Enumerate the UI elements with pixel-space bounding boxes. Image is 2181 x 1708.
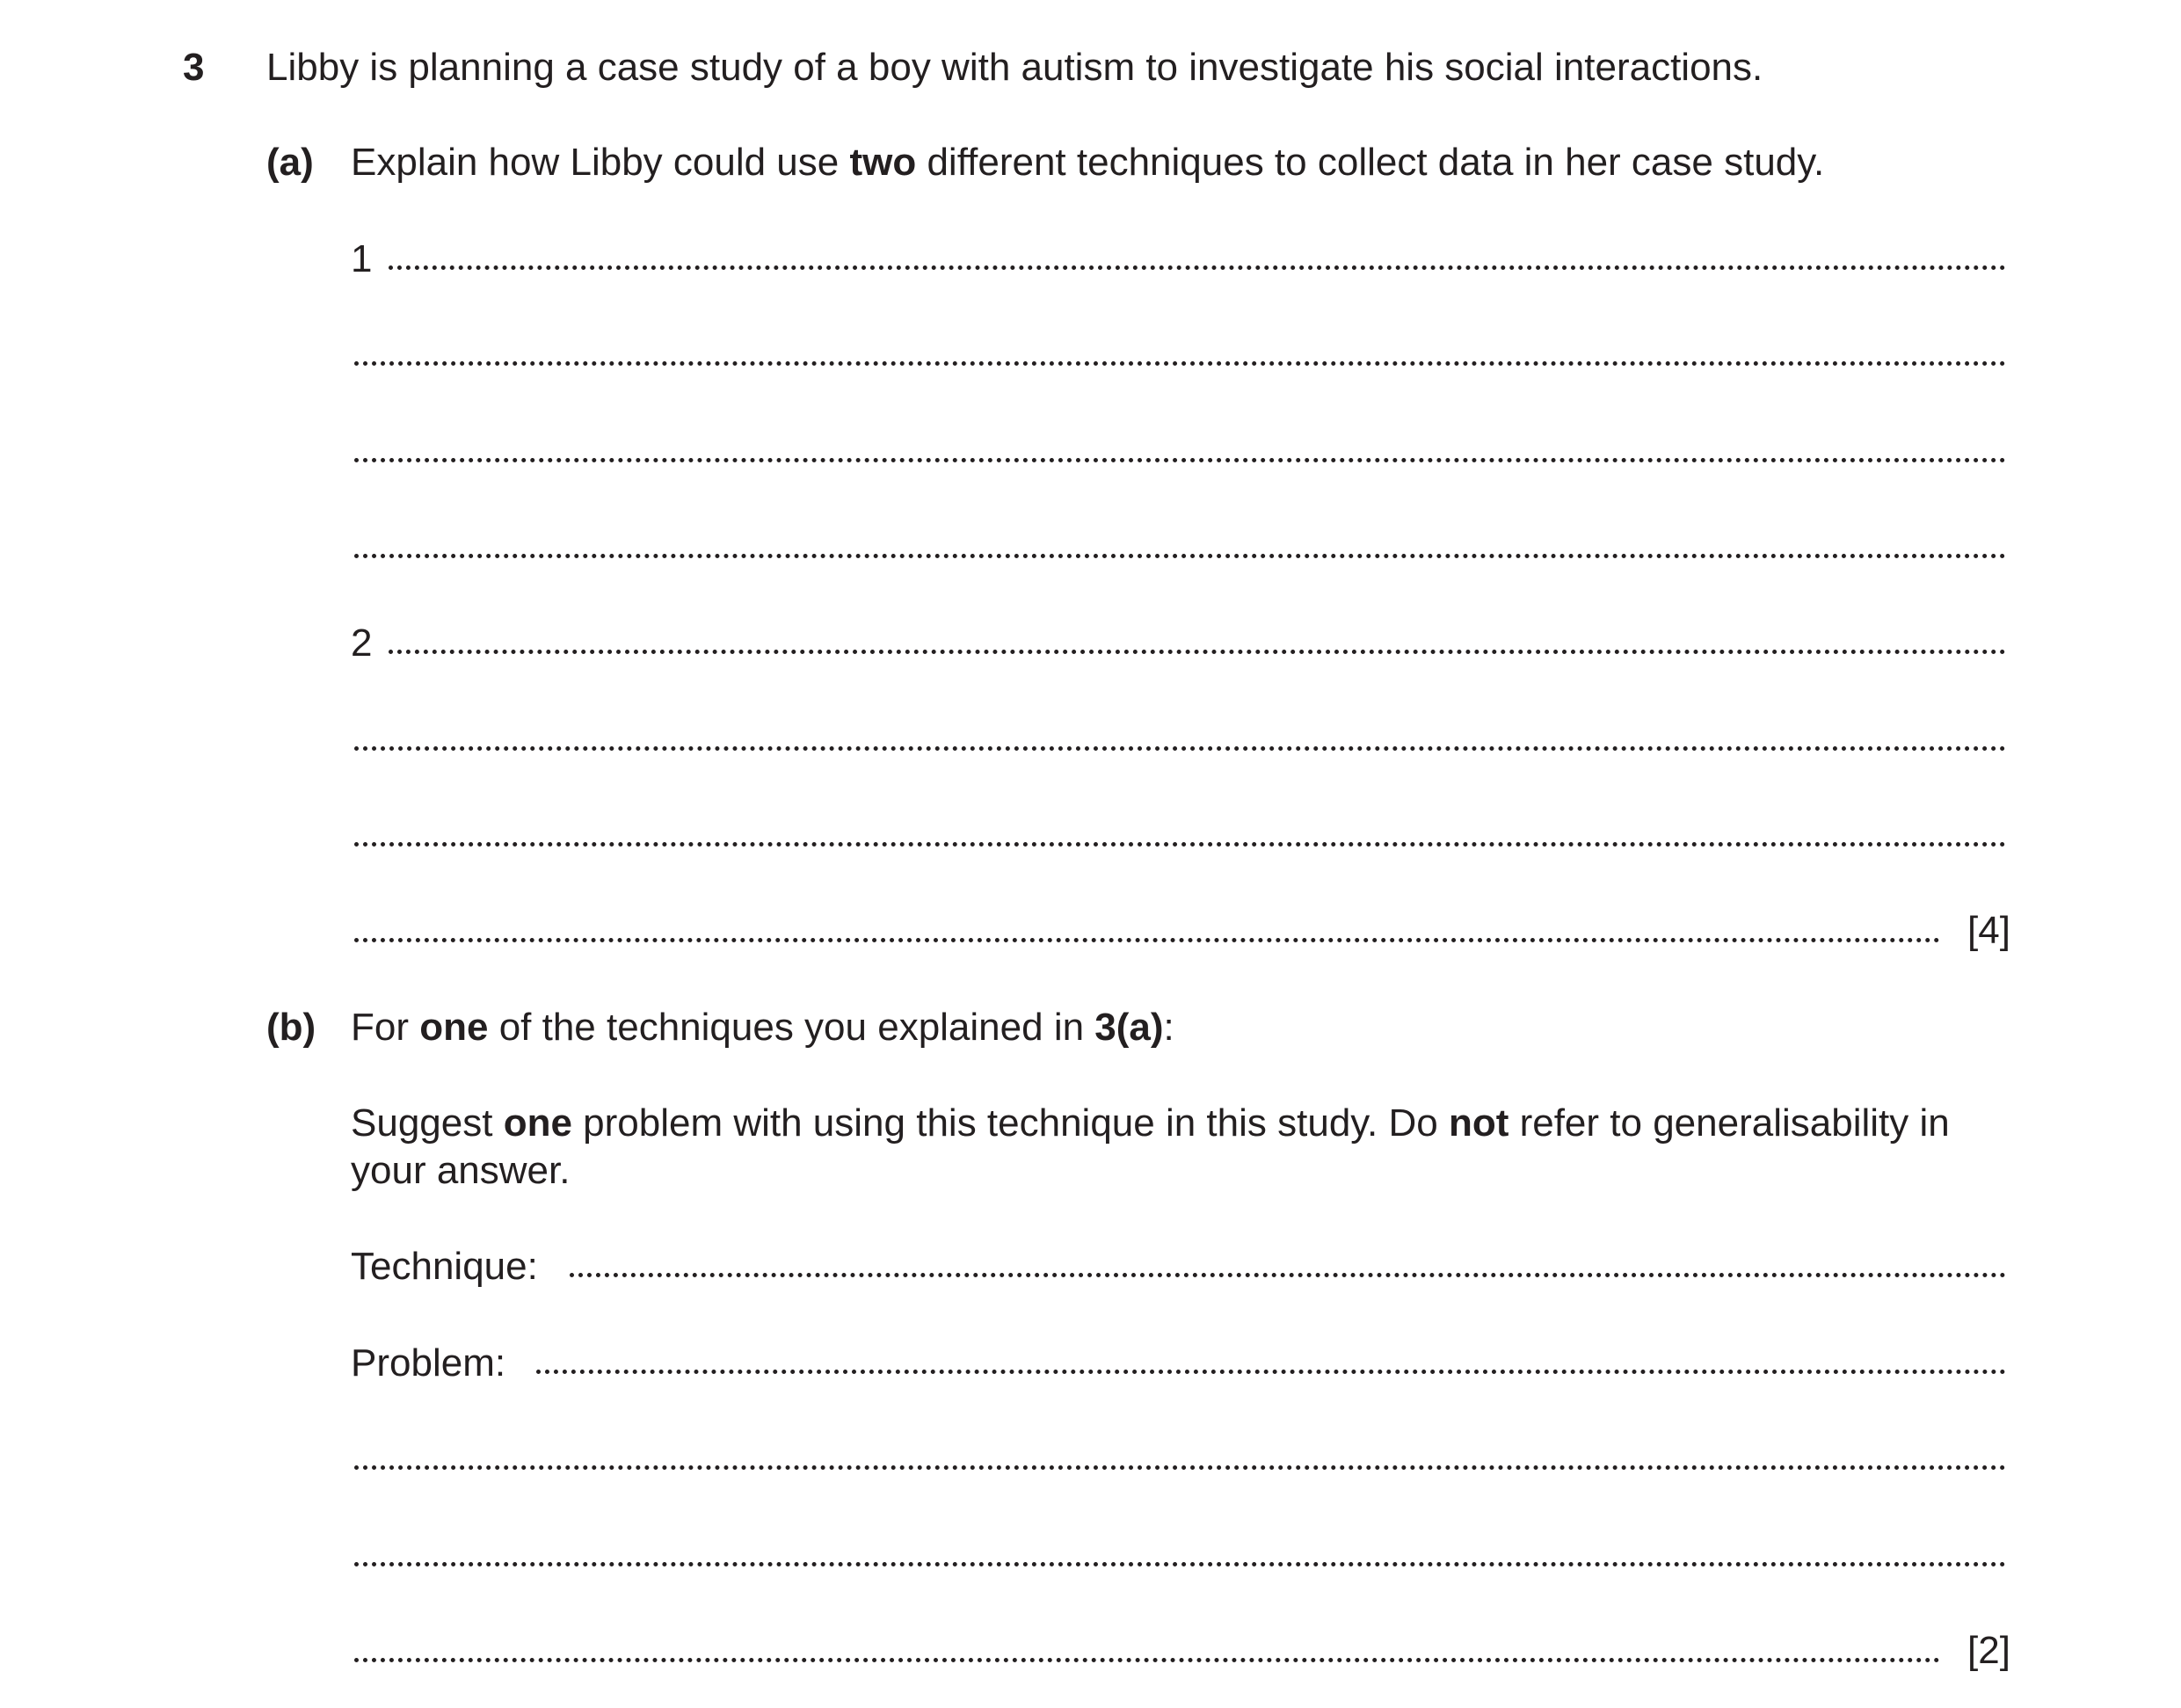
part-b-suggest-text-2: problem with using this technique in this study. Do (571, 1101, 1449, 1145)
part-b-marks: [2] (1967, 1629, 2010, 1672)
part-a-marks: [4] (1967, 909, 2010, 952)
problem-label: Problem: (351, 1341, 506, 1385)
part-a-label: (a) (266, 141, 314, 184)
answer-line-a-5[interactable] (389, 650, 2006, 654)
question-stem: Libby is planning a case study of a boy with autism to investigate his social interactions. (266, 46, 1763, 89)
answer-line-a-4[interactable] (354, 554, 2006, 558)
answer-line-problem-4[interactable] (354, 1658, 1940, 1662)
part-b-suggest-bold-1: one (503, 1101, 572, 1145)
part-a-prompt-text-1: Explain how Libby could use (351, 141, 850, 184)
part-b-intro-text-2: of the techniques you explained in (488, 1006, 1095, 1049)
part-b-suggest-text-3: refer to generalisability in (1509, 1101, 1950, 1145)
part-b-suggest-bold-2: not (1448, 1101, 1509, 1145)
part-b-intro-text-1: For (351, 1006, 420, 1049)
answer-line-problem-2[interactable] (354, 1465, 2006, 1470)
part-b-intro-bold-1: one (419, 1006, 489, 1049)
part-b-intro-text-3: : (1163, 1006, 1174, 1049)
answer-line-a-2[interactable] (354, 361, 2006, 366)
answer-line-a-6[interactable] (354, 746, 2006, 751)
part-a-prompt (351, 143, 1824, 182)
answer-line-problem-3[interactable] (354, 1562, 2006, 1566)
part-b-suggest-text-1: Suggest (351, 1101, 504, 1145)
answer-line-a-8[interactable] (354, 938, 1940, 942)
answer-line-technique[interactable] (570, 1273, 2006, 1277)
part-b-intro (351, 1008, 1174, 1047)
part-b-intro-bold-2: 3(a) (1094, 1006, 1164, 1049)
answer-item-2-label: 2 (351, 621, 373, 665)
part-a-prompt-bold: two (849, 141, 917, 184)
answer-line-problem-1[interactable] (536, 1370, 2006, 1374)
answer-line-a-3[interactable] (354, 458, 2006, 462)
question-number: 3 (183, 46, 205, 89)
answer-line-a-7[interactable] (354, 842, 2006, 847)
technique-label: Technique: (351, 1245, 538, 1288)
answer-item-1-label: 1 (351, 237, 373, 280)
part-b-suggest (351, 1101, 1950, 1145)
part-b-suggest-line-2: your answer. (351, 1149, 571, 1192)
answer-line-a-1[interactable] (389, 265, 2006, 270)
part-a-prompt-text-2: different techniques to collect data in her case study. (916, 141, 1825, 184)
part-b-label: (b) (266, 1006, 316, 1049)
